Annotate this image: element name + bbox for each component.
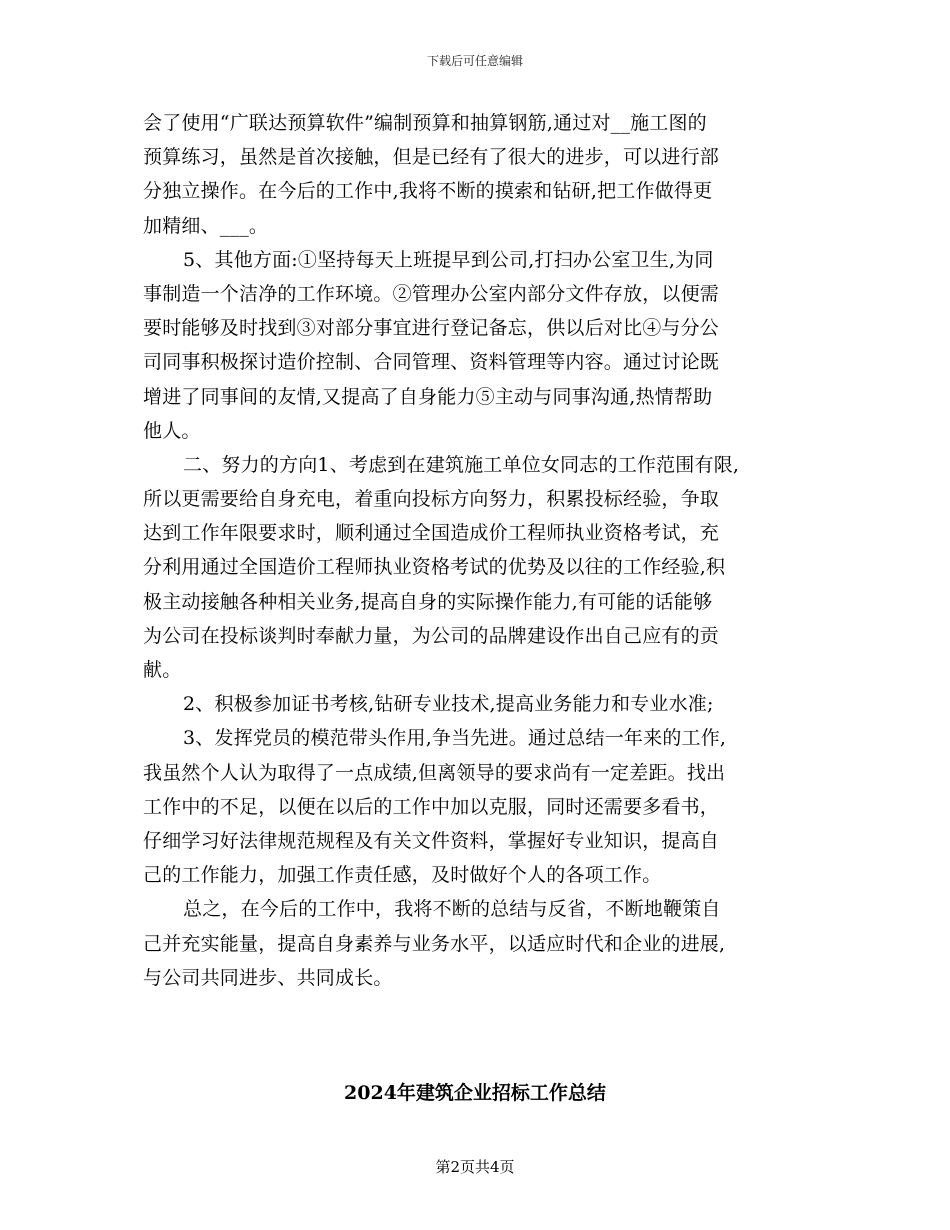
text-line: 所以更需要给自身充电，着重向投标方向努力，积累投标经验，争取: [143, 488, 720, 511]
text-line: 总之，在今后的工作中，我将不断的总结与反省，不断地鞭策自: [183, 898, 721, 921]
text-line: 献。: [143, 659, 182, 681]
text-line: 分利用通过全国造价工程师执业资格考试的优势及以往的工作经验,积: [143, 556, 726, 579]
text-line: 工作中的不足，以便在以后的工作中加以克服，同时还需要多看书，: [143, 795, 720, 818]
text-line: 仔细学习好法律规范规程及有关文件资料，掌握好专业知识，提高自: [143, 829, 720, 852]
text-line: 5、其他方面:①坚持每天上班提早到公司,打扫办公室卫生,为同: [183, 248, 714, 271]
text-line: 二、努力的方向1、考虑到在建筑施工单位女同志的工作范围有限,: [183, 453, 740, 476]
document-body: [143, 106, 823, 995]
text-line: 2、积极参加证书考核,钻研专业技术,提高业务能力和专业水准;: [183, 693, 714, 716]
text-line: 为公司在投标谈判时奉献力量，为公司的品牌建设作出自己应有的贡: [143, 624, 720, 647]
text-line: 达到工作年限要求时，顺利通过全国造成价工程师执业资格考试，充: [143, 522, 720, 545]
text-line: 己的工作能力，加强工作责任感，及时做好个人的各项工作。: [143, 864, 662, 887]
text-line: 分独立操作。在今后的工作中,我将不断的摸索和钻研,把工作做得更: [143, 180, 713, 203]
text-line: 事制造一个洁净的工作环境。②管理办公室内部分文件存放，以便需: [143, 282, 720, 305]
text-line: 我虽然个人认为取得了一点成绩,但离领导的要求尚有一定差距。找出: [143, 761, 726, 784]
text-line: 极主动接触各种相关业务,提高自身的实际操作能力,有可能的话能够: [143, 590, 713, 613]
text-line: 会了使用“广联达预算软件”编制预算和抽算钢筋,通过对__施工图的: [143, 112, 707, 134]
text-line: 要时能够及时找到③对部分事宜进行登记备忘，供以后对比④与分公: [143, 317, 720, 340]
text-line: 司同事积极探讨造价控制、合同管理、资料管理等内容。通过讨论既: [143, 351, 720, 374]
text-line: 与公司共同进步、共同成长。: [143, 966, 393, 989]
text-line: 他人。: [143, 419, 201, 442]
text-line: 加精细、___。: [143, 214, 269, 237]
text-line: 己并充实能量，提高自身素养与业务水平，以适应时代和企业的进展,: [143, 932, 726, 955]
page-header: 下载后可任意编辑: [426, 54, 523, 68]
page-footer: 第2页共4页: [435, 1158, 515, 1176]
text-line: 3、发挥党员的模范带头作用,争当先进。通过总结一年来的工作,: [183, 727, 727, 750]
section-title: 2024年建筑企业招标工作总结: [344, 1082, 606, 1104]
text-line: 预算练习，虽然是首次接触，但是已经有了很大的进步，可以进行部: [143, 146, 720, 169]
text-line: 增进了同事间的友情,又提高了自身能力⑤主动与同事沟通,热情帮助: [143, 385, 713, 408]
